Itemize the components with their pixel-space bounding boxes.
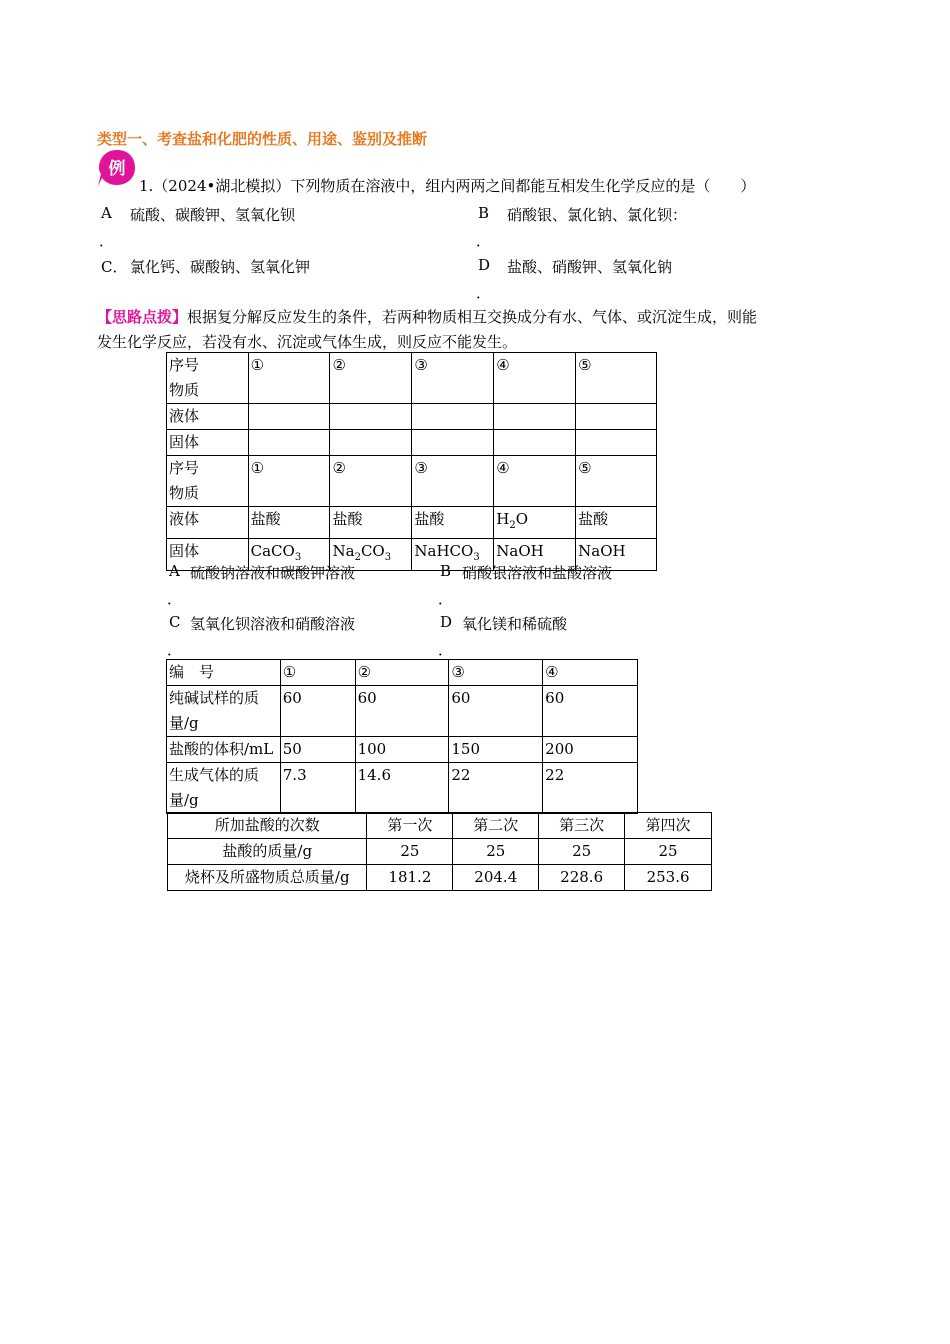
- table-cell: NaHCO$_3$: [412, 539, 494, 571]
- q1-option-b-letter: B: [478, 204, 490, 222]
- table-row: [167, 404, 657, 430]
- table-cell: 盐酸: [576, 507, 657, 539]
- example-badge-icon: [97, 148, 137, 188]
- tip-text-1: 根据复分解反应发生的条件，若两种物质相互交换成分有水、气体、或沉淀生成，则能: [187, 308, 758, 326]
- q1-option-c-letter: C．: [101, 258, 128, 276]
- table-cell: 序号 物质: [167, 353, 249, 404]
- table-cell: [576, 404, 657, 430]
- table-cell: 25: [367, 839, 453, 865]
- q2-option-c-letter: C: [169, 613, 181, 631]
- section-title: 类型一、考查盐和化肥的性质、用途、鉴别及推断: [97, 130, 428, 148]
- table-cell: 150: [449, 737, 543, 763]
- q2-option-d-letter: D: [440, 613, 453, 631]
- table-cell: [494, 430, 576, 456]
- table-cell: 60: [449, 686, 543, 737]
- table-cell: 50: [280, 737, 355, 763]
- q2-option-b-letter: B: [440, 562, 452, 580]
- table-cell: 第三次: [539, 813, 625, 839]
- table-cell: [330, 404, 412, 430]
- table-row: [167, 430, 657, 456]
- q2-option-a-letter: A: [169, 562, 180, 580]
- table-cell: $H_2O$: [494, 507, 576, 539]
- table-row: [168, 865, 712, 891]
- table-cell: 第四次: [625, 813, 712, 839]
- q2-option-c-dot: ．: [167, 641, 183, 659]
- table-cell: 生成气体的质 量/g: [167, 763, 281, 814]
- question-1: 1.（2024•湖北模拟）下列物质在溶液中，组内两两之间都能互相发生化学反应的是（ ）: [139, 177, 756, 195]
- table-cell: 60: [543, 686, 638, 737]
- table-cell: ④: [494, 353, 576, 404]
- table-cell: [248, 430, 330, 456]
- table-cell: 盐酸: [412, 507, 494, 539]
- table-cell: ②: [330, 456, 412, 507]
- table-cell: ①: [248, 456, 330, 507]
- table-cell: 液体: [167, 507, 249, 539]
- table-cell: ②: [330, 353, 412, 404]
- table-cell: [412, 430, 494, 456]
- q1-option-a-letter: A: [101, 204, 112, 222]
- table-cell: 100: [355, 737, 449, 763]
- tip-label: 【思路点拨】: [97, 308, 188, 326]
- q2-option-a-dot: ．: [167, 590, 183, 608]
- table-cell: 14.6: [355, 763, 449, 814]
- table-cell: 盐酸: [330, 507, 412, 539]
- table-row: [167, 456, 657, 507]
- table-row: [167, 353, 657, 404]
- q1-option-d-dot: ．: [476, 284, 492, 302]
- q1-option-a-dot: ．: [99, 232, 115, 250]
- table-cell: NaOH: [576, 539, 657, 571]
- table-cell: ③: [449, 660, 543, 686]
- table-cell: ③: [412, 353, 494, 404]
- table-cell: [248, 404, 330, 430]
- table-cell: NaOH: [494, 539, 576, 571]
- table-cell: ④: [543, 660, 638, 686]
- q2-option-b-dot: ．: [438, 590, 454, 608]
- q1-option-b-dot: ．: [476, 232, 492, 250]
- q1-option-b: 硝酸银、氯化钠、氯化钡：: [507, 206, 688, 224]
- table-row: [168, 839, 712, 865]
- table-cell: 204.4: [453, 865, 539, 891]
- badge-text: 例: [108, 159, 126, 179]
- table-cell: [576, 430, 657, 456]
- table-cell: 序号 物质: [167, 456, 249, 507]
- table-cell: 烧杯及所盛物质总质量/g: [168, 865, 367, 891]
- table-cell: 22: [449, 763, 543, 814]
- q2-option-d: 氧化镁和稀硫酸: [462, 615, 568, 633]
- table-cell: 22: [543, 763, 638, 814]
- table-cell: 盐酸的体积/mL: [167, 737, 281, 763]
- table-row: [167, 507, 657, 539]
- table-cell: 25: [625, 839, 712, 865]
- table-row: [167, 737, 638, 763]
- table-cell: 60: [355, 686, 449, 737]
- table-cell: 编 号: [167, 660, 281, 686]
- table-soda-ash: [166, 659, 638, 814]
- table-cell: ①: [248, 353, 330, 404]
- table-cell: ⑤: [576, 456, 657, 507]
- q1-option-d-letter: D: [478, 256, 491, 274]
- table-cell: 25: [539, 839, 625, 865]
- table-cell: [330, 430, 412, 456]
- table-cell: 盐酸: [248, 507, 330, 539]
- table-acid-additions: [167, 812, 712, 891]
- table-cell: 60: [280, 686, 355, 737]
- table-cell: ①: [280, 660, 355, 686]
- q2-option-c: 氢氧化钡溶液和硝酸溶液: [190, 615, 356, 633]
- table-cell: 7.3: [280, 763, 355, 814]
- table-cell: ⑤: [576, 353, 657, 404]
- table-cell: CaCO$_3$: [248, 539, 330, 571]
- q1-option-c: 氯化钙、碳酸钠、氢氧化钾: [130, 258, 311, 276]
- table-cell: 253.6: [625, 865, 712, 891]
- table-cell: 盐酸的质量/g: [168, 839, 367, 865]
- table-cell: 所加盐酸的次数: [168, 813, 367, 839]
- table-row: [168, 813, 712, 839]
- table-cell: ②: [355, 660, 449, 686]
- q2-option-b: 硝酸银溶液和盐酸溶液: [462, 564, 613, 582]
- table-cell: 第一次: [367, 813, 453, 839]
- table-cell: ③: [412, 456, 494, 507]
- q2-option-a: 硫酸钠溶液和碳酸钾溶液: [190, 564, 356, 582]
- table-cell: [494, 404, 576, 430]
- table-cell: 25: [453, 839, 539, 865]
- table-substances: [166, 352, 657, 571]
- table-cell: 纯碱试样的质 量/g: [167, 686, 281, 737]
- table-row: [167, 763, 638, 814]
- table-cell: 181.2: [367, 865, 453, 891]
- tip-paragraph-line1: [97, 306, 757, 327]
- table-cell: 固体: [167, 539, 249, 571]
- table-cell: 200: [543, 737, 638, 763]
- q1-option-a: 硫酸、碳酸钾、氢氧化钡: [130, 206, 296, 224]
- table-cell: 固体: [167, 430, 249, 456]
- table-cell: $Na_2CO_3$: [330, 539, 412, 571]
- table-cell: 第二次: [453, 813, 539, 839]
- table-row: [167, 660, 638, 686]
- table-cell: ④: [494, 456, 576, 507]
- table-cell: 液体: [167, 404, 249, 430]
- table-cell: [412, 404, 494, 430]
- q2-option-d-dot: ．: [438, 641, 454, 659]
- q1-option-d: 盐酸、硝酸钾、氢氧化钠: [507, 258, 673, 276]
- table-row: [167, 686, 638, 737]
- tip-text-2: 发生化学反应，若没有水、沉淀或气体生成，则反应不能发生。: [97, 333, 518, 351]
- table-cell: 228.6: [539, 865, 625, 891]
